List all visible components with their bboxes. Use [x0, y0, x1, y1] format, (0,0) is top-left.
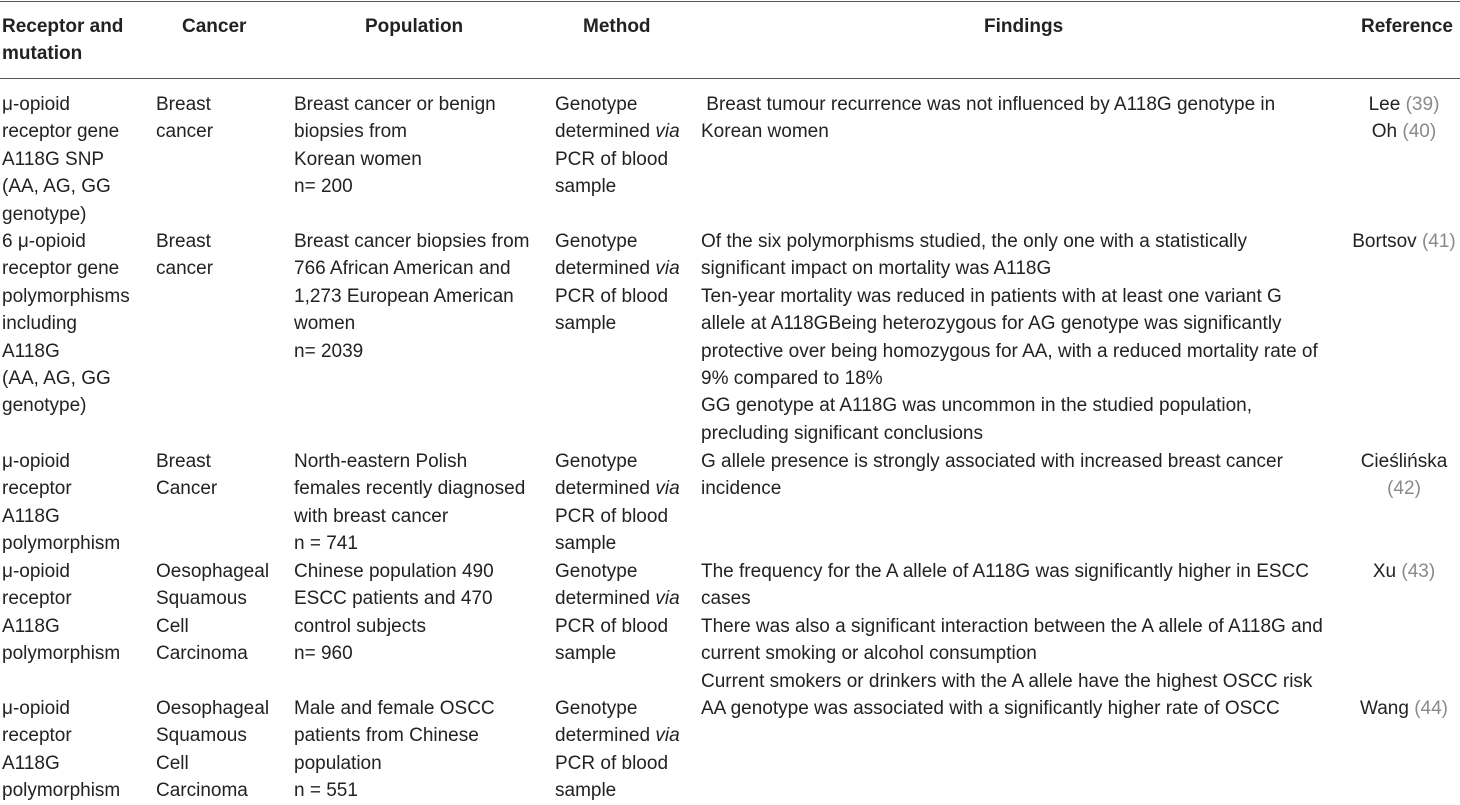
method-line: sample [555, 780, 617, 802]
reference-paren: ( [1387, 478, 1394, 500]
cancer-line: Carcinoma [156, 780, 248, 802]
method-line: PCR of blood [555, 615, 669, 637]
receptor-line: receptor [2, 478, 72, 500]
method-line: PCR of blood [555, 505, 669, 527]
method-line: Genotype [555, 94, 638, 115]
cancer-line: Cancer [156, 478, 218, 500]
header-method: Method [583, 16, 651, 37]
cancer-line: cancer [156, 258, 214, 280]
receptor-line: polymorphisms [2, 285, 130, 307]
method-cell [555, 695, 695, 805]
method-line: Genotype [555, 561, 638, 582]
reference-entry [1350, 558, 1458, 585]
receptor-line: μ-opioid [2, 451, 70, 472]
findings-cell [701, 558, 1351, 695]
reference-entry [1350, 228, 1458, 255]
reference-paren: ) [1449, 231, 1456, 252]
header-reference: Reference [1361, 16, 1453, 37]
receptor-line: polymorphism [2, 533, 121, 555]
population-cell [294, 228, 546, 365]
reference-paren: ) [1428, 561, 1436, 582]
reference-cell [1350, 228, 1458, 255]
reference-link[interactable]: 42 [1393, 478, 1415, 500]
method-line: PCR of blood [555, 148, 669, 170]
table-top-rule [0, 1, 1460, 2]
findings-line: allele at A118GBeing heterozygous for AG genotype was significantly [701, 313, 1282, 335]
header-population: Population [365, 16, 464, 37]
receptor-cell [2, 558, 147, 668]
population-line: women [294, 313, 356, 335]
receptor-line: genotype) [2, 203, 87, 225]
receptor-line: polymorphism [2, 780, 121, 802]
population-line: n= 960 [294, 643, 353, 665]
population-line: Korean women [294, 148, 422, 170]
findings-line: incidence [701, 478, 782, 500]
population-line: control subjects [294, 615, 427, 637]
method-line [555, 475, 695, 502]
population-line: Breast cancer biopsies from [294, 231, 530, 252]
findings-cell [701, 448, 1351, 503]
cancer-cell [156, 558, 281, 668]
population-line: 1,273 European American [294, 285, 514, 307]
method-cell [555, 448, 695, 558]
receptor-line: (AA, AG, GG [2, 368, 111, 390]
cancer-cell [156, 695, 281, 805]
receptor-line: A118G [2, 615, 60, 637]
reference-entry [1350, 695, 1458, 722]
cancer-line: Breast [156, 451, 211, 472]
cancer-line: Breast [156, 231, 211, 252]
receptor-line: receptor [2, 588, 72, 610]
receptor-line: receptor gene [2, 121, 120, 143]
findings-line: protective over being homozygous for AA, with a reduced mortality rate of [701, 340, 1318, 362]
reference-author: Wang [1359, 698, 1415, 719]
findings-line: Korean women [701, 121, 829, 143]
reference-entry [1350, 91, 1458, 118]
population-line: n = 551 [294, 780, 358, 802]
receptor-line: including [2, 313, 77, 335]
reference-link[interactable]: 44 [1420, 698, 1442, 719]
cancer-cell [156, 91, 281, 146]
population-line: Chinese population 490 [294, 561, 494, 582]
cancer-line: Carcinoma [156, 643, 248, 665]
method-cell [555, 228, 695, 338]
method-text: determined [555, 121, 656, 143]
reference-link[interactable]: 39 [1411, 94, 1434, 115]
reference-link[interactable]: 43 [1407, 561, 1429, 582]
receptor-line: genotype) [2, 395, 87, 417]
findings-line: precluding significant conclusions [701, 422, 983, 444]
reference-link[interactable]: 40 [1408, 121, 1430, 143]
receptor-cell [2, 448, 147, 558]
method-cell [555, 91, 695, 201]
findings-line: current smoking or alcohol consumption [701, 643, 1037, 665]
cancer-cell [156, 228, 281, 283]
receptor-line: μ-opioid [2, 94, 70, 115]
reference-entry [1350, 118, 1458, 145]
method-line: PCR of blood [555, 285, 669, 307]
receptor-line: A118G [2, 752, 60, 774]
method-italic: via [655, 588, 680, 610]
findings-line: cases [701, 588, 751, 610]
receptor-line: receptor [2, 725, 72, 747]
receptor-cell [2, 91, 147, 228]
reference-author: Bortsov [1352, 231, 1422, 252]
method-line: sample [555, 533, 617, 555]
method-text: determined [555, 725, 656, 747]
population-line: patients from Chinese [294, 725, 479, 747]
receptor-cell [2, 228, 147, 420]
population-line: Breast cancer or benign [294, 94, 496, 115]
method-line: sample [555, 176, 617, 198]
method-line: sample [555, 643, 617, 665]
population-line: 766 African American and [294, 258, 511, 280]
reference-cell [1350, 695, 1458, 722]
findings-line: 9% compared to 18% [701, 368, 883, 390]
reference-paren: ( [1414, 698, 1421, 719]
receptor-line: A118G SNP [2, 148, 105, 170]
population-line: n= 2039 [294, 340, 364, 362]
header-bottom-rule [0, 78, 1460, 79]
findings-line: Breast tumour recurrence was not influenced by A118G genotype in [701, 94, 1276, 115]
receptor-line: receptor gene [2, 258, 120, 280]
method-line: sample [555, 313, 617, 335]
cancer-line: Breast [156, 94, 211, 115]
method-line: Genotype [555, 451, 638, 472]
method-italic: via [655, 725, 680, 747]
method-line [555, 118, 695, 145]
population-cell [294, 695, 546, 805]
method-italic: via [655, 121, 680, 143]
findings-line: There was also a significant interaction between the A allele of A118G and [701, 615, 1323, 637]
population-cell [294, 91, 546, 201]
reference-cell [1350, 448, 1458, 503]
reference-paren: ( [1421, 231, 1429, 252]
reference-author: Xu [1372, 561, 1402, 582]
findings-line: Ten-year mortality was reduced in patients with at least one variant G [701, 285, 1282, 307]
reference-author: Cieślińska [1360, 451, 1448, 472]
receptor-line: 6 μ-opioid [2, 231, 86, 252]
findings-line: G allele presence is strongly associated with increased breast cancer [701, 451, 1283, 472]
cancer-line: Cell [156, 615, 189, 637]
findings-line: GG genotype at A118G was uncommon in the studied population, [701, 395, 1252, 417]
population-line: with breast cancer [294, 505, 449, 527]
findings-line: significant impact on mortality was A118G [701, 258, 1052, 280]
reference-paren: ) [1433, 94, 1440, 115]
cancer-cell [156, 448, 281, 503]
population-line: biopsies from [294, 121, 407, 143]
reference-paren: ) [1429, 121, 1437, 143]
findings-cell [701, 228, 1351, 447]
header-receptor: Receptor and mutation [2, 16, 124, 64]
reference-paren: ) [1414, 478, 1421, 500]
reference-entry [1350, 448, 1458, 503]
receptor-line: μ-opioid [2, 698, 70, 719]
population-line: ESCC patients and 470 [294, 588, 493, 610]
cancer-line: Cell [156, 752, 189, 774]
receptor-cell [2, 695, 147, 805]
population-cell [294, 558, 546, 668]
findings-cell [701, 91, 1351, 146]
method-line [555, 585, 695, 612]
receptor-line: polymorphism [2, 643, 121, 665]
findings-line: Of the six polymorphisms studied, the only one with a statistically [701, 231, 1247, 252]
receptor-line: A118G [2, 505, 60, 527]
reference-cell [1350, 91, 1458, 146]
population-line: North-eastern Polish [294, 451, 468, 472]
cancer-line: Oesophageal [156, 698, 270, 719]
method-text: determined [555, 588, 656, 610]
cancer-line: Squamous [156, 725, 247, 747]
method-text: determined [555, 478, 656, 500]
method-italic: via [655, 258, 680, 280]
method-italic: via [655, 478, 680, 500]
reference-cell [1350, 558, 1458, 585]
reference-paren: ( [1405, 94, 1412, 115]
header-findings: Findings [984, 16, 1064, 37]
method-line [555, 722, 695, 749]
method-line: PCR of blood [555, 752, 669, 774]
findings-line: AA genotype was associated with a significantly higher rate of OSCC [701, 698, 1280, 719]
method-line: Genotype [555, 231, 638, 252]
method-line: Genotype [555, 698, 638, 719]
population-line: n = 741 [294, 533, 358, 555]
reference-link[interactable]: 41 [1428, 231, 1450, 252]
findings-cell [701, 695, 1351, 722]
cancer-line: Squamous [156, 588, 247, 610]
reference-author: Oh [1371, 121, 1403, 143]
findings-line: The frequency for the A allele of A118G was significantly higher in ESCC [701, 561, 1309, 582]
cancer-line: cancer [156, 121, 214, 143]
population-line: Male and female OSCC [294, 698, 495, 719]
reference-author: Lee [1368, 94, 1406, 115]
findings-line: Current smokers or drinkers with the A allele have the highest OSCC risk [701, 670, 1313, 692]
method-cell [555, 558, 695, 668]
receptor-line: (AA, AG, GG [2, 176, 111, 198]
reference-paren: ( [1401, 561, 1408, 582]
reference-paren: ) [1441, 698, 1448, 719]
method-text: determined [555, 258, 656, 280]
receptor-line: μ-opioid [2, 561, 70, 582]
receptor-line: A118G [2, 340, 60, 362]
population-line: n= 200 [294, 176, 353, 198]
population-line: females recently diagnosed [294, 478, 526, 500]
reference-paren: ( [1402, 121, 1409, 143]
population-line: population [294, 752, 382, 774]
header-cancer: Cancer [182, 16, 247, 37]
method-line [555, 255, 695, 282]
cancer-line: Oesophageal [156, 561, 270, 582]
population-cell [294, 448, 546, 558]
